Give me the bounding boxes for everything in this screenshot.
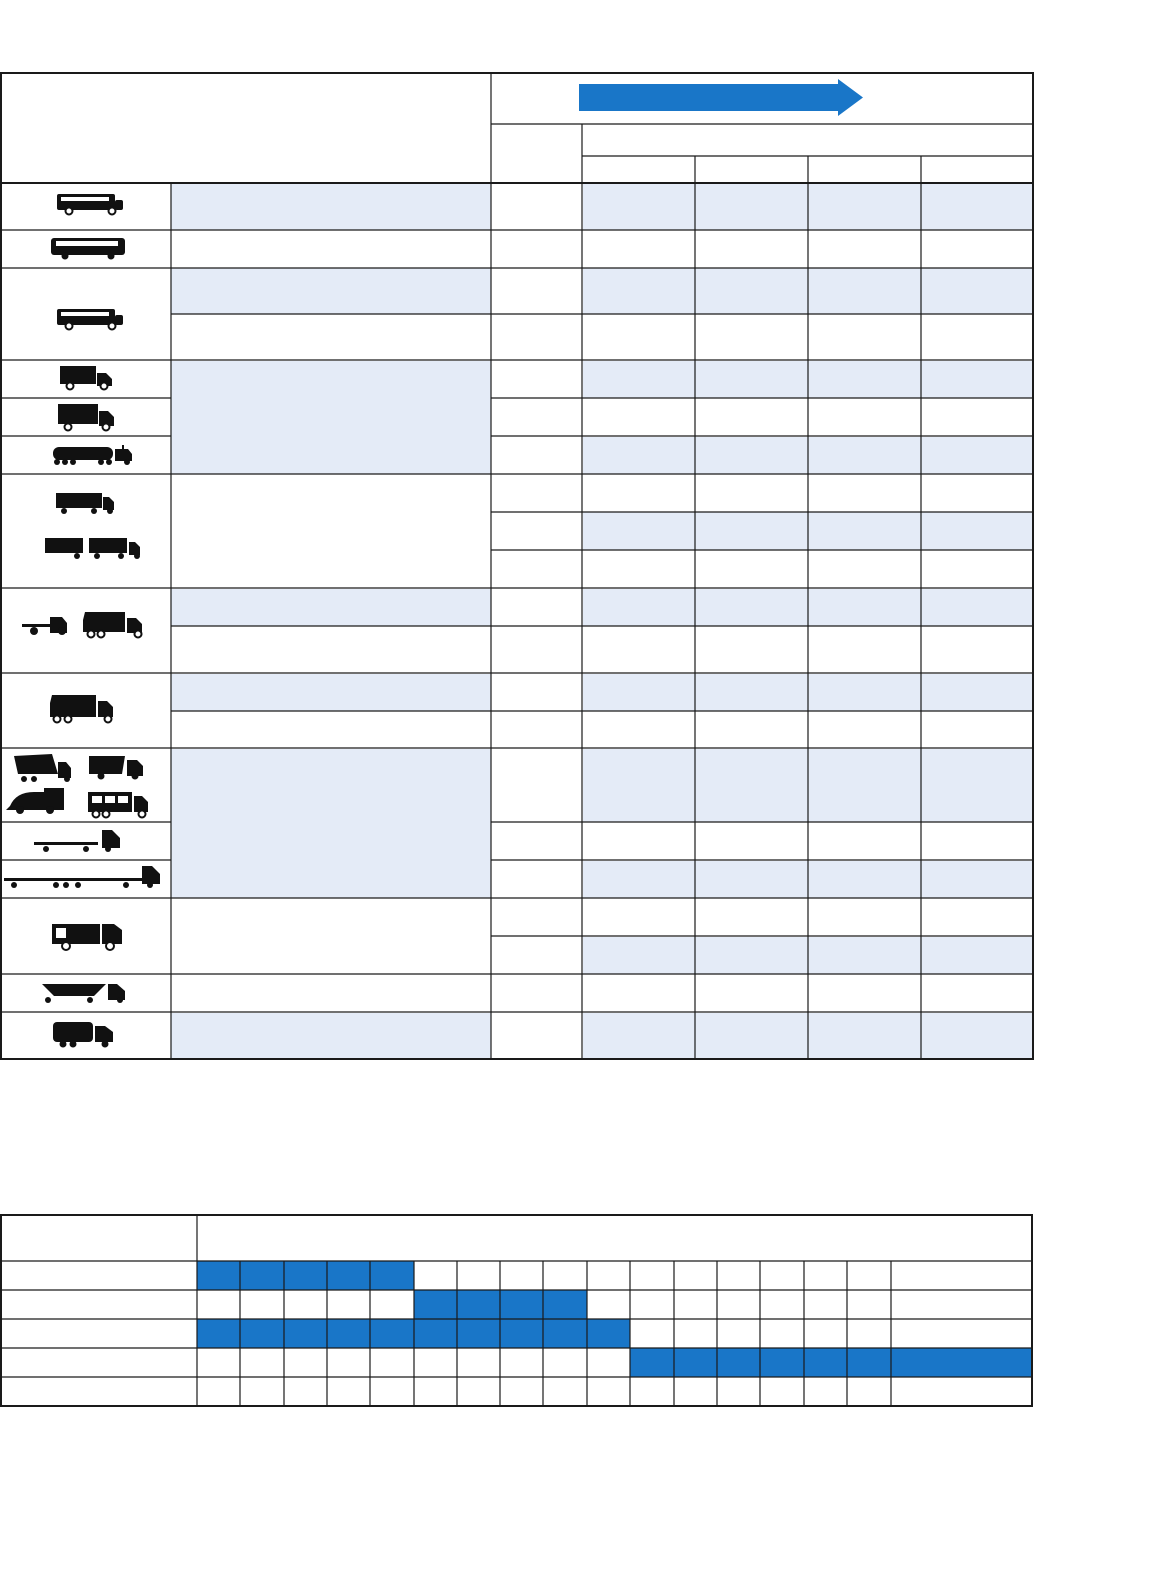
schedule-cell-filled [500, 1290, 543, 1319]
schedule-cell-filled [760, 1348, 804, 1377]
schedule-cell-filled [717, 1348, 760, 1377]
refuse-truck-icon [83, 612, 142, 638]
school-bus-icon [57, 194, 123, 215]
lowboy-trailer-icon [34, 830, 120, 852]
dump-truck-icon [89, 756, 143, 780]
dump-truck-large-icon [88, 792, 148, 818]
box-truck-large-icon [58, 404, 114, 431]
schedule-cell-filled [804, 1348, 847, 1377]
schedule-cell-filled [457, 1319, 500, 1348]
schedule-cell-filled [240, 1319, 284, 1348]
flatbed-truck-icon [22, 617, 67, 635]
schedule-cell-filled [457, 1290, 500, 1319]
row-bands [171, 184, 1033, 1058]
vehicle-table [1, 73, 1033, 1059]
right-arrow-icon [579, 79, 863, 116]
schedule-cell-filled [500, 1319, 543, 1348]
schedule-cell-filled [414, 1319, 457, 1348]
refuse-truck-side-icon [50, 695, 113, 723]
cement-mixer-icon [14, 754, 71, 782]
schedule-grid [1, 1215, 1032, 1406]
schedule-cell-filled [674, 1348, 717, 1377]
heavy-haul-trailer-icon [4, 866, 160, 888]
schedule-cell-filled [370, 1261, 414, 1290]
schedule-cell-filled [284, 1261, 327, 1290]
transit-bus-icon [51, 238, 125, 260]
school-bus-icon [57, 309, 123, 330]
schedule-cell-filled [240, 1261, 284, 1290]
schedule-cell-filled [847, 1348, 891, 1377]
schedule-cell-filled [284, 1319, 327, 1348]
schedule-cell-filled [197, 1261, 240, 1290]
schedule-cell-filled [327, 1261, 370, 1290]
schedule-cell-filled [327, 1319, 370, 1348]
schedule-cell-filled [414, 1290, 457, 1319]
street-sweeper-icon [6, 788, 64, 814]
schedule-cell-filled [370, 1319, 414, 1348]
tanker-truck-icon [53, 445, 132, 465]
schedule-cell-filled [587, 1319, 630, 1348]
armored-truck-icon [53, 1022, 113, 1048]
schedule-cell-filled [891, 1348, 1032, 1377]
double-trailer-icon [45, 538, 140, 559]
fire-truck-icon [52, 924, 122, 950]
schedule-cell-filled [543, 1319, 587, 1348]
bulk-trailer-icon [42, 984, 125, 1003]
tractor-trailer-icon [56, 493, 114, 514]
schedule-cell-filled [197, 1319, 240, 1348]
schedule-cell-filled [543, 1290, 587, 1319]
schedule-cell-filled [630, 1348, 674, 1377]
box-truck-icon [60, 366, 112, 390]
